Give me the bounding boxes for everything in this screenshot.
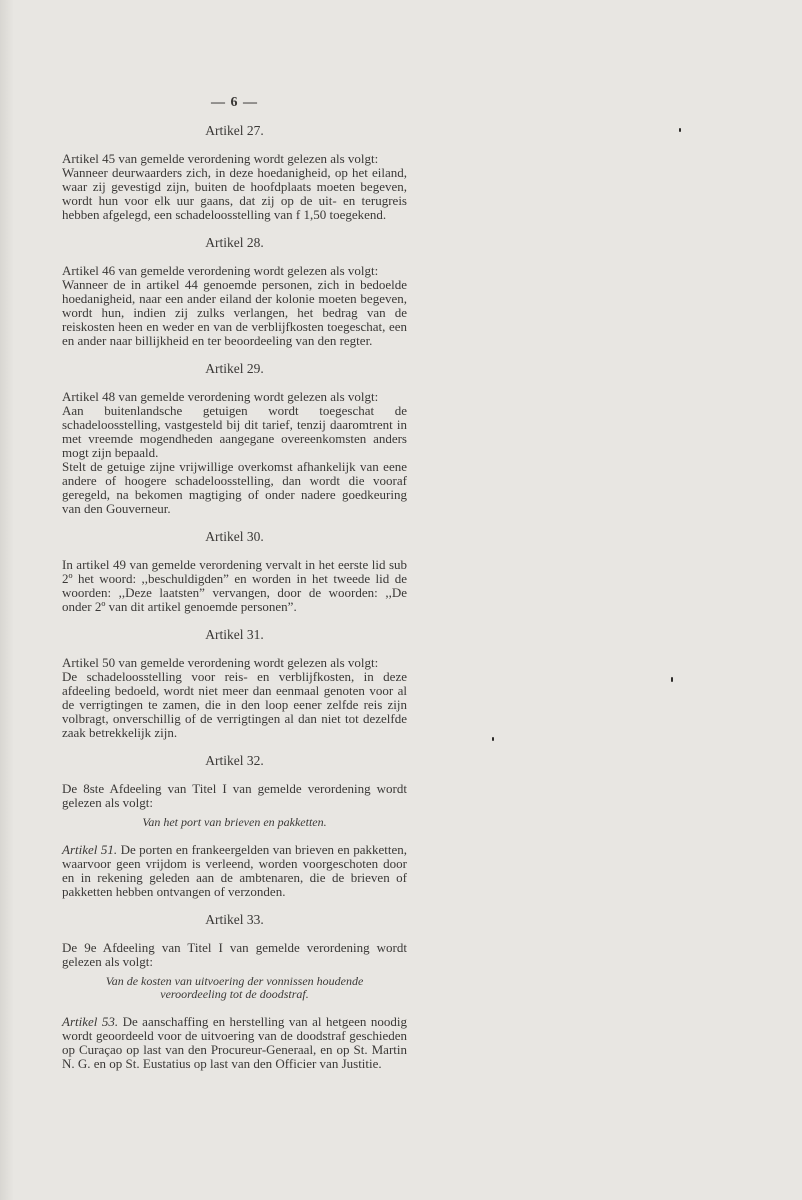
article-33-subheading-line-1: Van de kosten van uitvoering der vonnissen houdende bbox=[105, 974, 364, 988]
article-53-body: De aanschaffing en herstelling van al hetgeen noodig wordt geoordeeld voor de uitvoering van de doodstraf geschieden op Curaçao op last van den Procureur-Generaal, en op St. Martin N. G. en op St. Eustatius op last van den Officier van Justitie. bbox=[62, 1014, 407, 1071]
article-27-heading: Artikel 27. bbox=[205, 123, 264, 138]
article-33-subheading bbox=[62, 975, 407, 1001]
article-31-body: De schadeloosstelling voor reis- en verblijfkosten, in deze afdeeling bedoeld, wordt niet meer dan eenmaal genoten voor al de verrigtingen te zamen, die in den loop eener zelfde reis zijn volbragt, onverschillig of de verrigtingen al dan niet tot dezelfde zaak betrekkelijk zijn. bbox=[62, 669, 407, 740]
article-51-label: Artikel 51. bbox=[62, 842, 118, 857]
article-53-label: Artikel 53. bbox=[62, 1014, 119, 1029]
page-number: — 6 — bbox=[211, 95, 258, 110]
page-edge-shadow bbox=[0, 0, 14, 1200]
article-27-intro: Artikel 45 van gemelde verordening wordt gelezen als volgt: bbox=[62, 151, 379, 166]
paper-speck bbox=[492, 737, 494, 741]
article-30-heading: Artikel 30. bbox=[205, 529, 264, 544]
article-29-heading: Artikel 29. bbox=[205, 361, 264, 376]
article-33-subheading-line-2: veroordeeling tot de doodstraf. bbox=[160, 987, 309, 1001]
article-27 bbox=[62, 152, 407, 222]
article-29 bbox=[62, 390, 407, 516]
article-29-body-1: Aan buitenlandsche getuigen wordt toegeschat de schadeloosstelling, vastgesteld bij dit tarief, tenzij daaromtrent in met vreemde mogendheden aangegane overeenkomsten anders mogt zijn bepaald. bbox=[62, 403, 407, 460]
article-51-body: De porten en frankeergelden van brieven en pakketten, waarvoor geen vrijdom is verleend, worden voorgeschoten door en in rekening geleden aan de ambtenaren, die de brieven of pakketten hebben ontvangen of verzonden. bbox=[62, 842, 407, 899]
article-28-intro: Artikel 46 van gemelde verordening wordt gelezen als volgt: bbox=[62, 263, 379, 278]
paper-speck bbox=[679, 128, 681, 132]
text-column bbox=[62, 96, 407, 1085]
article-32 bbox=[62, 782, 407, 899]
article-31-heading: Artikel 31. bbox=[205, 627, 264, 642]
article-32-heading: Artikel 32. bbox=[205, 753, 264, 768]
article-31-intro: Artikel 50 van gemelde verordening wordt gelezen als volgt: bbox=[62, 655, 379, 670]
article-29-body-2: Stelt de getuige zijne vrijwillige overkomst afhankelijk van eene andere of hoogere schadeloosstelling, dan wordt die vooraf geregeld, na bekomen magtiging of onder nadere goedkeuring van den Gouverneur. bbox=[62, 459, 407, 516]
article-33 bbox=[62, 941, 407, 1071]
article-28 bbox=[62, 264, 407, 348]
article-28-body: Wanneer de in artikel 44 genoemde personen, zich in bedoelde hoedanigheid, naar een ander eiland der kolonie moeten begeven, wordt hun, indien zij zulks verlangen, het bedrag van de reiskosten heen en weder en van de verblijfkosten toegeschat, een en ander naar billijkheid en ter beoordeeling van den regter. bbox=[62, 277, 407, 348]
article-30-body: In artikel 49 van gemelde verordening vervalt in het eerste lid sub 2º het woord: ,,beschuldigden” en worden in het tweede lid de woorden: ,,Deze laatsten” vervangen, door de woorden: ,,De onder 2º van dit artikel genoemde personen”. bbox=[62, 557, 407, 614]
article-29-intro: Artikel 48 van gemelde verordening wordt gelezen als volgt: bbox=[62, 389, 379, 404]
article-51-paragraph bbox=[62, 843, 407, 899]
article-27-body: Wanneer deurwaarders zich, in deze hoedanigheid, op het eiland, waar zij gevestigd zijn, buiten de hoofdplaats moeten begeven, wordt hun voor elk uur gaans, dat zij op de uit- en terugreis hebben afgelegd, een schadeloosstelling van f 1,50 toegekend. bbox=[62, 165, 407, 222]
article-28-heading: Artikel 28. bbox=[205, 235, 264, 250]
article-32-intro: De 8ste Afdeeling van Titel I van gemelde verordening wordt gelezen als volgt: bbox=[62, 781, 407, 810]
article-33-intro: De 9e Afdeeling van Titel I van gemelde verordening wordt gelezen als volgt: bbox=[62, 940, 407, 969]
paper-speck bbox=[671, 677, 673, 682]
article-30 bbox=[62, 558, 407, 614]
article-32-subheading: Van het port van brieven en pakketten. bbox=[142, 815, 327, 829]
article-33-heading: Artikel 33. bbox=[205, 912, 264, 927]
article-53-paragraph bbox=[62, 1015, 407, 1071]
article-31 bbox=[62, 656, 407, 740]
